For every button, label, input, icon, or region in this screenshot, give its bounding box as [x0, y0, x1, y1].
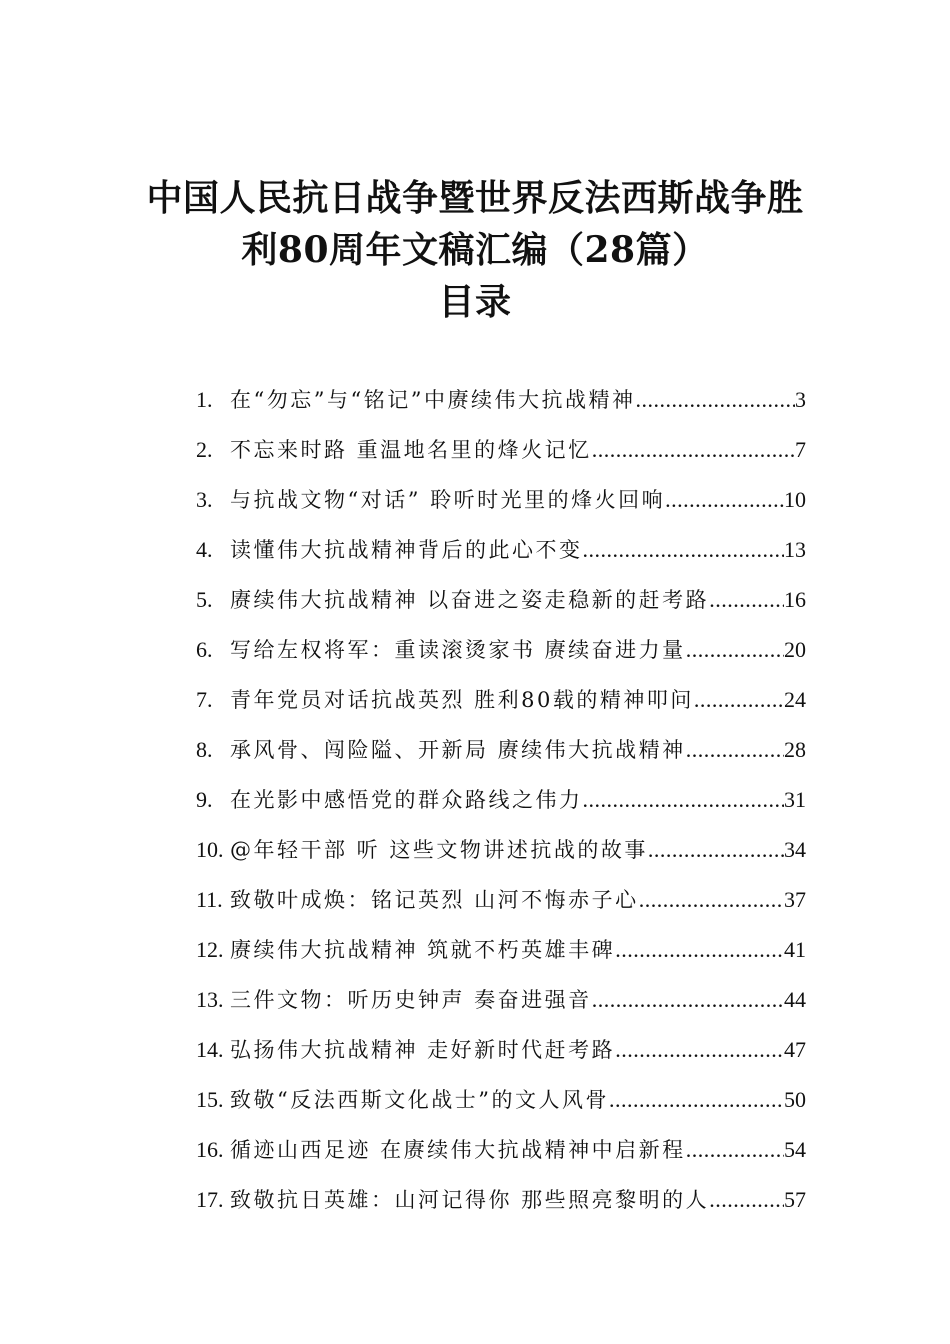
toc-entry-title: 不忘来时路 重温地名里的烽火记忆	[230, 438, 592, 462]
toc-entry-title: 青年党员对话抗战英烈 胜利80载的精神叩问	[230, 688, 694, 712]
toc-dot-leader	[686, 630, 784, 670]
title-line-2: 利80周年文稿汇编（28篇）	[241, 229, 709, 271]
toc-dot-leader	[686, 730, 784, 770]
toc-entry-page: 54	[784, 1137, 806, 1162]
toc-entry-number: 14.	[196, 1037, 224, 1062]
toc-entry-title: 在光影中感悟党的群众路线之伟力	[230, 788, 583, 812]
toc-entry-title: 弘扬伟大抗战精神 走好新时代赶考路	[230, 1038, 616, 1062]
toc-entry-title: 赓续伟大抗战精神 以奋进之姿走稳新的赶考路	[230, 588, 710, 612]
toc-entry-title: 赓续伟大抗战精神 筑就不朽英雄丰碑	[230, 938, 616, 962]
toc-entry[interactable]	[196, 780, 806, 830]
toc-entry[interactable]	[196, 980, 806, 1030]
toc-entry[interactable]	[196, 830, 806, 880]
toc-entry-title: @年轻干部 听 这些文物讲述抗战的故事	[230, 838, 648, 862]
toc-entry-number: 4.	[196, 537, 213, 562]
document-title	[0, 172, 950, 328]
toc-entry-page: 24	[784, 687, 806, 712]
toc-entry[interactable]	[196, 1030, 806, 1080]
toc-entry[interactable]	[196, 880, 806, 930]
toc-entry-page: 13	[784, 537, 806, 562]
toc-heading: 目录	[438, 281, 512, 323]
toc-entry-number: 1.	[196, 387, 213, 412]
toc-entry-title: 在“勿忘”与“铭记”中赓续伟大抗战精神	[230, 388, 636, 412]
toc-dot-leader	[592, 430, 795, 470]
toc-entry-title: 循迹山西足迹 在赓续伟大抗战精神中启新程	[230, 1138, 686, 1162]
toc-dot-leader	[686, 1130, 784, 1170]
toc-entry[interactable]	[196, 680, 806, 730]
toc-dot-leader	[639, 880, 784, 920]
toc-entry-page: 50	[784, 1087, 806, 1112]
toc-dot-leader	[615, 930, 784, 970]
toc-entry-number: 17.	[196, 1187, 224, 1212]
toc-entry-title: 写给左权将军：重读滚烫家书 赓续奋进力量	[230, 638, 686, 662]
toc-dot-leader	[609, 1080, 784, 1120]
toc-entry-page: 37	[784, 887, 806, 912]
toc-dot-leader	[635, 380, 795, 420]
toc-entry[interactable]	[196, 530, 806, 580]
title-line-1: 中国人民抗日战争暨世界反法西斯战争胜	[146, 177, 804, 219]
toc-entry-title: 与抗战文物“对话” 聆听时光里的烽火回响	[230, 488, 666, 512]
toc-dot-leader	[709, 1180, 784, 1220]
toc-entry-page: 31	[784, 787, 806, 812]
toc-entry[interactable]	[196, 580, 806, 630]
toc-entry-number: 11.	[196, 887, 223, 912]
toc-entry-title: 致敬抗日英雄：山河记得你 那些照亮黎明的人	[230, 1188, 710, 1212]
toc-entry[interactable]	[196, 380, 806, 430]
toc-entry-title: 致敬叶成焕：铭记英烈 山河不悔赤子心	[230, 888, 639, 912]
toc-entry-number: 16.	[196, 1137, 224, 1162]
toc-entry[interactable]	[196, 1130, 806, 1180]
toc-entry[interactable]	[196, 1080, 806, 1130]
toc-entry-title: 承风骨、闯险隘、开新局 赓续伟大抗战精神	[230, 738, 686, 762]
toc-entry-page: 34	[784, 837, 806, 862]
toc-entry-number: 13.	[196, 987, 224, 1012]
toc-entry-number: 12.	[196, 937, 224, 962]
toc-entry-title: 读懂伟大抗战精神背后的此心不变	[230, 538, 583, 562]
toc-entry-page: 20	[784, 637, 806, 662]
toc-entry[interactable]	[196, 430, 806, 480]
toc-entry-number: 8.	[196, 737, 213, 762]
toc-entry-page: 16	[784, 587, 806, 612]
toc-dot-leader	[648, 830, 784, 870]
toc-entry-page: 44	[784, 987, 806, 1012]
table-of-contents	[196, 380, 806, 1230]
toc-entry-number: 2.	[196, 437, 213, 462]
toc-entry-title: 致敬“反法西斯文化战士”的文人风骨	[230, 1088, 609, 1112]
toc-entry[interactable]	[196, 730, 806, 780]
toc-entry-page: 41	[784, 937, 806, 962]
toc-entry-page: 3	[795, 387, 806, 412]
toc-dot-leader	[615, 1030, 784, 1070]
toc-entry-number: 5.	[196, 587, 213, 612]
toc-entry-page: 47	[784, 1037, 806, 1062]
toc-entry[interactable]	[196, 1180, 806, 1230]
toc-entry-page: 10	[784, 487, 806, 512]
toc-entry-number: 15.	[196, 1087, 224, 1112]
toc-entry[interactable]	[196, 630, 806, 680]
toc-entry-page: 57	[784, 1187, 806, 1212]
toc-entry-number: 3.	[196, 487, 213, 512]
toc-entry-page: 28	[784, 737, 806, 762]
toc-entry-title: 三件文物：听历史钟声 奏奋进强音	[230, 988, 592, 1012]
toc-entry-number: 7.	[196, 687, 213, 712]
toc-entry-number: 6.	[196, 637, 213, 662]
toc-dot-leader	[592, 980, 784, 1020]
toc-dot-leader	[583, 530, 785, 570]
toc-dot-leader	[665, 480, 784, 520]
toc-dot-leader	[694, 680, 784, 720]
toc-entry-number: 9.	[196, 787, 213, 812]
toc-entry-page: 7	[795, 437, 806, 462]
toc-dot-leader	[583, 780, 785, 820]
toc-dot-leader	[709, 580, 784, 620]
toc-entry[interactable]	[196, 480, 806, 530]
toc-entry-number: 10.	[196, 837, 224, 862]
toc-entry[interactable]	[196, 930, 806, 980]
